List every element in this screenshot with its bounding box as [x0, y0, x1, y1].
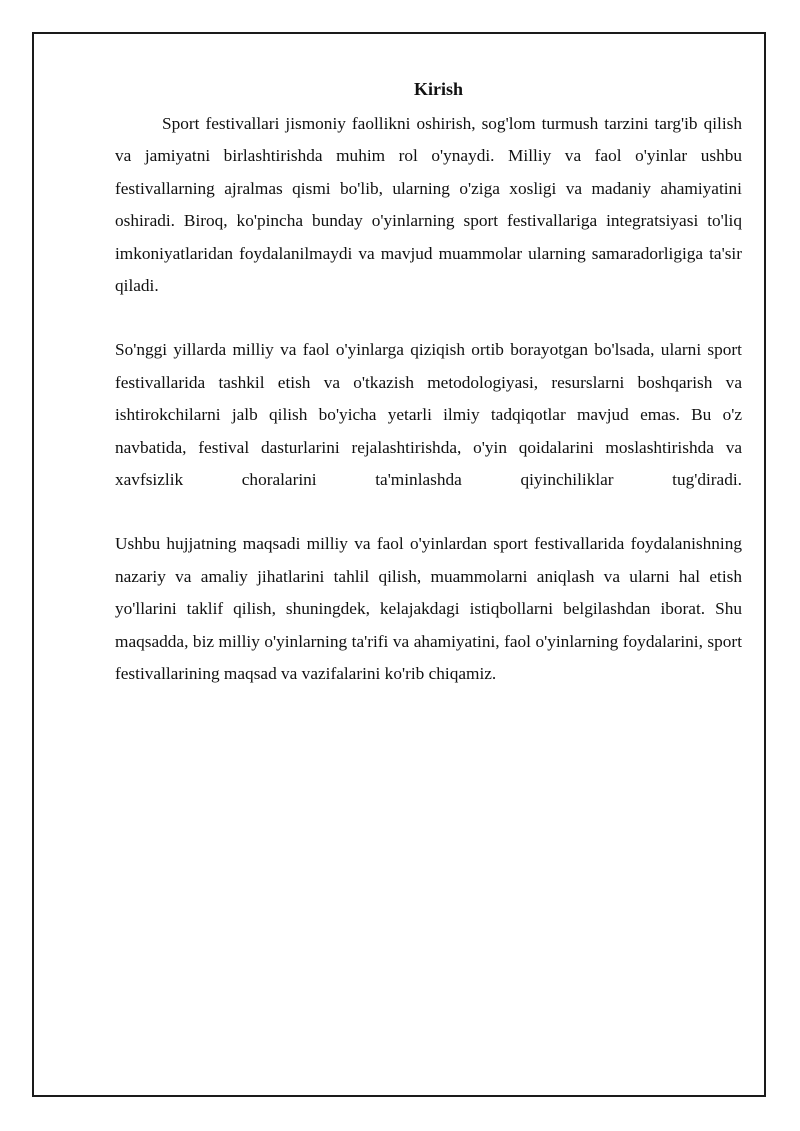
paragraph-research-gap: So'nggi yillarda milliy va faol o'yinlarga qiziqish ortib borayotgan bo'lsada, ularni sport festivallarida tashkil etish va o'tkazish metodologiyasi, resurslarni boshqarish va ishtirokchilarni jalb qilish bo'yicha yetarli ilmiy tadqiqotlar mavjud emas. Bu o'z navbatida, festival dasturlarini rejalashtirishda, o'yin qoidalarini moslashtirishda va xavfsizlik choralarini ta'minlashda qiyinchiliklar tug'diradi.: [115, 340, 742, 490]
paragraph-spacer: [115, 496, 742, 528]
paragraph-purpose: Ushbu hujjatning maqsadi milliy va faol o'yinlardan sport festivallarida foydalanishning nazariy va amaliy jihatlarini tahlil qilish, muammolarni aniqlash va ularni hal etish yo'llarini taklif qilish, shuningdek, kelajakdagi istiqbollarni belgilashdan iborat. Shu maqsadda, biz milliy o'yinlarning ta'rifi va ahamiyatini, faol o'yinlarning foydalarini, sport festivallarining maqsad va vazifalarini ko'rib chiqamiz.: [115, 534, 742, 684]
paragraph-introduction: Sport festivallari jismoniy faollikni oshirish, sog'lom turmush tarzini targ'ib qilish va jamiyatni birlashtirishda muhim rol o'ynaydi. Milliy va faol o'yinlar ushbu festivallarning ajralmas qismi bo'lib, ularning o'ziga xosligi va madaniy ahamiyatini oshiradi. Biroq, ko'pincha bunday o'yinlarning sport festivallariga integratsiyasi to'liq imkoniyatlaridan foydalanilmaydi va mavjud muammolar ularning samaradorligiga ta'sir qiladi.: [115, 114, 742, 296]
document-title: Kirish: [413, 79, 463, 99]
document-body: [115, 78, 742, 691]
paragraph-spacer: [115, 302, 742, 334]
